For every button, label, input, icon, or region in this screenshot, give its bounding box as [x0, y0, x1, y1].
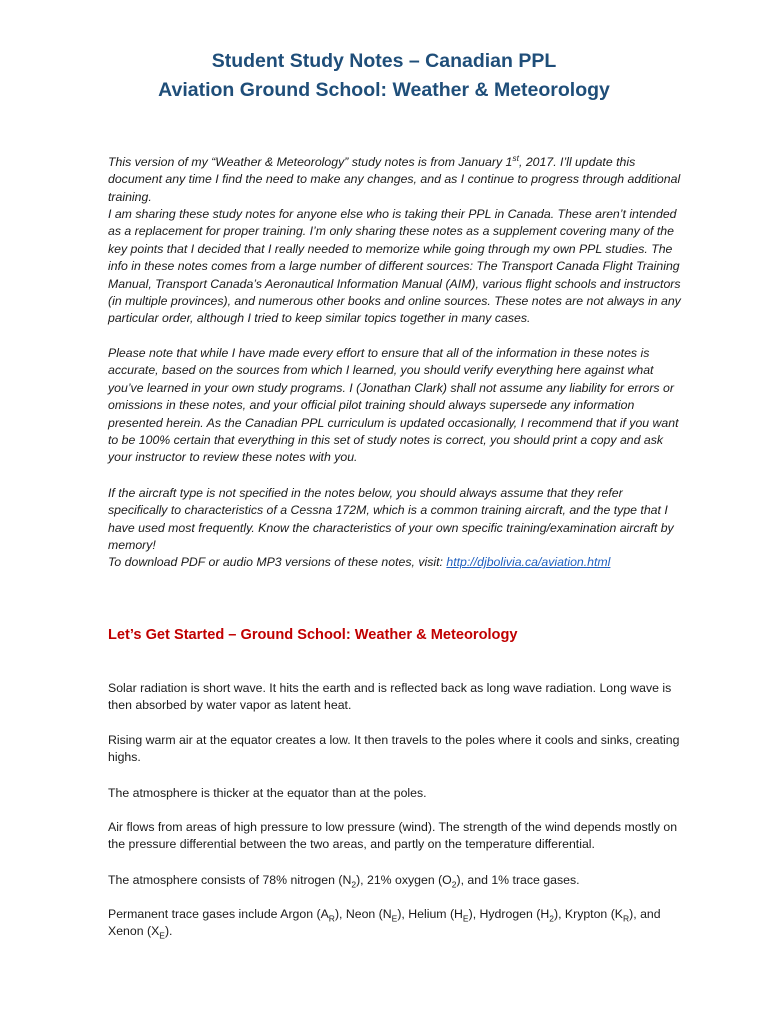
note-atmosphere-composition — [108, 872, 683, 889]
trace-text-d: ), Hydrogen (H — [468, 907, 550, 921]
composition-text-a: The atmosphere consists of 78% nitrogen (N — [108, 873, 352, 887]
composition-text-b: ), 21% oxygen (O — [356, 873, 452, 887]
note-rising-warm-air: Rising warm air at the equator creates a low. It then travels to the poles where it cools and sinks, creating highs. — [108, 733, 680, 765]
subscript: R — [328, 913, 335, 924]
intro-paragraph-disclaimer: Please note that while I have made every effort to ensure that all of the information in these notes is accurate, based on the sources from which I learned, you should verify everything here against what you’ve learned in your own study programs. I (Jonathan Clark) shall not assume any liability for errors or omissions in these notes, and your official pilot training should always supersede any information presented herein. As the Canadian PPL curriculum is updated occasionally, I recommend that if you want to be 100% certain that everything in this set of study notes is correct, you should print a copy and ask your instructor to review these notes with you. — [108, 346, 679, 465]
trace-text-b: ), Neon (N — [334, 907, 392, 921]
document-title-line1: Student Study Notes – Canadian PPL — [211, 50, 557, 72]
trace-text-f: ), and Xenon (X — [108, 907, 661, 939]
subscript: E — [462, 913, 469, 924]
note-solar-radiation: Solar radiation is short wave. It hits the earth and is reflected back as long wave radiation. Long wave is then absorbed by water vapor as latent heat. — [108, 681, 672, 713]
trace-text-g: ). — [164, 924, 173, 939]
trace-text-c: ), Helium (H — [397, 907, 463, 921]
document-title-line2: Aviation Ground School: Weather & Meteorology — [158, 79, 610, 101]
ordinal-suffix: st — [512, 152, 519, 163]
download-text: To download PDF or audio MP3 versions of these notes, visit: — [108, 555, 447, 569]
intro-paragraph-download — [108, 554, 683, 571]
trace-text-e: ), Krypton (K — [553, 907, 623, 921]
intro-paragraph-version — [108, 154, 683, 206]
intro-paragraph-aircraft: If the aircraft type is not specified in the notes below, you should always assume that they refer specifically to characteristics of a Cessna 172M, which is a common training aircraft, and the type that I have used most frequently. Know the characteristics of your own specific training/examination aircraft by memory! — [108, 486, 674, 553]
section-heading: Let’s Get Started – Ground School: Weather & Meteorology — [108, 627, 518, 643]
composition-text-c: ), and 1% trace gases. — [456, 873, 580, 887]
subscript: 2 — [351, 879, 357, 890]
download-link[interactable]: http://djbolivia.ca/aviation.html — [446, 555, 611, 569]
note-trace-gases — [108, 906, 683, 941]
subscript: E — [159, 930, 165, 941]
subscript: E — [391, 913, 398, 924]
subscript: 2 — [451, 879, 457, 890]
note-air-flow: Air flows from areas of high pressure to low pressure (wind). The strength of the wind depends mostly on the pressure differential between the two areas, and partly on the temperature differential. — [108, 820, 678, 852]
trace-text-a: Permanent trace gases include Argon (A — [108, 907, 329, 921]
intro-version-text-a: This version of my “Weather & Meteorology” study notes is from January 1 — [108, 155, 513, 169]
subscript: R — [623, 913, 630, 924]
note-atmosphere-thickness: The atmosphere is thicker at the equator than at the poles. — [108, 786, 427, 800]
intro-paragraph-sharing: I am sharing these study notes for anyone else who is taking their PPL in Canada. These aren’t intended as a replacement for proper training. I’m only sharing these notes as a supplement covering many of the key points that I decided that I really needed to memorize while going through my own PPL studies. The info in these notes comes from a large number of different sources: The Transport Canada Flight Training Manual, Transport Canada’s Aeronautical Information Manual (AIM), various flight schools and instructors (in multiple provinces), and numerous other books and online sources. These notes are not always in any particular order, although I tried to keep similar topics together in many cases. — [108, 207, 681, 326]
subscript: 2 — [549, 913, 554, 924]
intro-version-text-b: , 2017. I’ll update this document any time I find the need to make any changes, and as I continue to progress through additional training. — [108, 155, 681, 204]
